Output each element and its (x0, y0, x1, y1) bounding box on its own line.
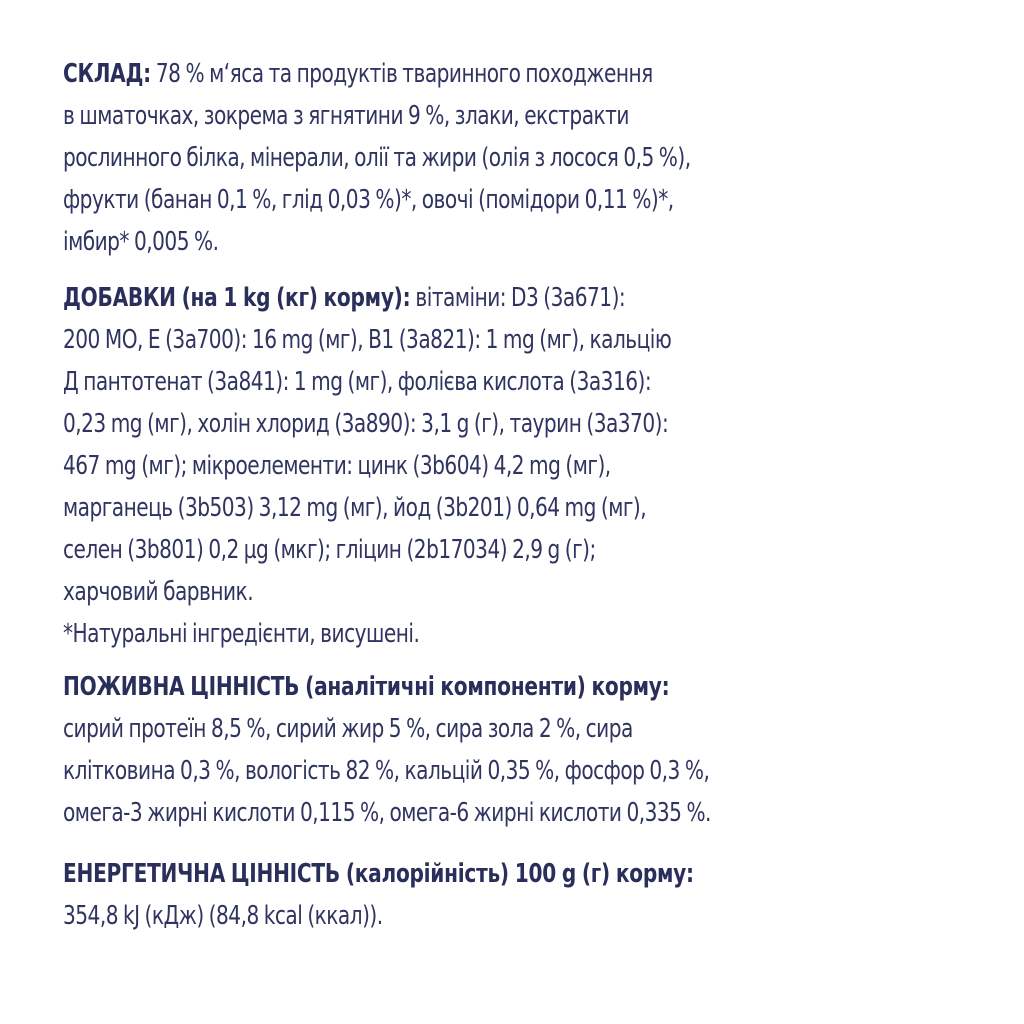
composition-section (63, 53, 863, 263)
composition-text: 78 % м‘яса та продуктів тваринного походження (150, 59, 653, 89)
composition-text: рослинного білка, мінерали, олії та жири (олія з лосося 0,5 %), (63, 143, 691, 173)
energy-text: 354,8 kJ (кДж) (84,8 kcal (ккал)). (63, 901, 383, 931)
additives-text: вітаміни: D3 (3a671): (410, 283, 626, 313)
nutrition-text: омега-3 жирні кислоти 0,115 %, омега-6 жирні кислоти 0,335 %. (63, 798, 711, 828)
additives-heading: ДОБАВКИ (на 1 kg (кг) корму): (63, 283, 411, 313)
additives-text: селен (3b801) 0,2 µg (мкг); гліцин (2b17034) 2,9 g (г); (63, 535, 596, 565)
additives-text: Д пантотенат (3a841): 1 mg (мг), фолієва кислота (3a316): (63, 367, 652, 397)
additives-text: 467 mg (мг); мікроелементи: цинк (3b604) 4,2 mg (мг), (63, 451, 611, 481)
additives-section (63, 277, 863, 655)
composition-line-1 (63, 53, 863, 95)
nutrition-text: клітковина 0,3 %, вологість 82 %, кальцій 0,35 %, фосфор 0,3 %, (63, 756, 710, 786)
additives-text: 200 МО, Е (3a700): 16 mg (мг), B1 (3a821): 1 mg (мг), кальцію (63, 325, 672, 355)
energy-heading: ЕНЕРГЕТИЧНА ЦІННІСТЬ (калорійність) 100 g (г) корму: (63, 859, 694, 889)
energy-section (63, 853, 863, 937)
additives-text: харчовий барвник. (63, 577, 254, 607)
footnote-text: *Натуральні інгредієнти, висушені. (63, 619, 420, 649)
composition-heading: СКЛАД: (63, 59, 151, 89)
composition-text: імбир* 0,005 %. (63, 227, 219, 257)
additives-text: марганець (3b503) 3,12 mg (мг), йод (3b201) 0,64 mg (мг), (63, 493, 647, 523)
additives-line-1 (63, 277, 863, 319)
additives-text: 0,23 mg (мг), холін хлорид (3a890): 3,1 g (г), таурин (3a370): (63, 409, 669, 439)
nutrition-heading: ПОЖИВНА ЦІННІСТЬ (аналітичні компоненти) корму: (63, 672, 670, 702)
nutrition-text: сирий протеїн 8,5 %, сирий жир 5 %, сира зола 2 %, сира (63, 714, 633, 744)
nutrition-section (63, 666, 863, 834)
composition-text: в шматочках, зокрема з ягнятини 9 %, злаки, екстракти (63, 101, 629, 131)
composition-text: фрукти (банан 0,1 %, глід 0,03 %)*, овочі (помідори 0,11 %)*, (63, 185, 674, 215)
